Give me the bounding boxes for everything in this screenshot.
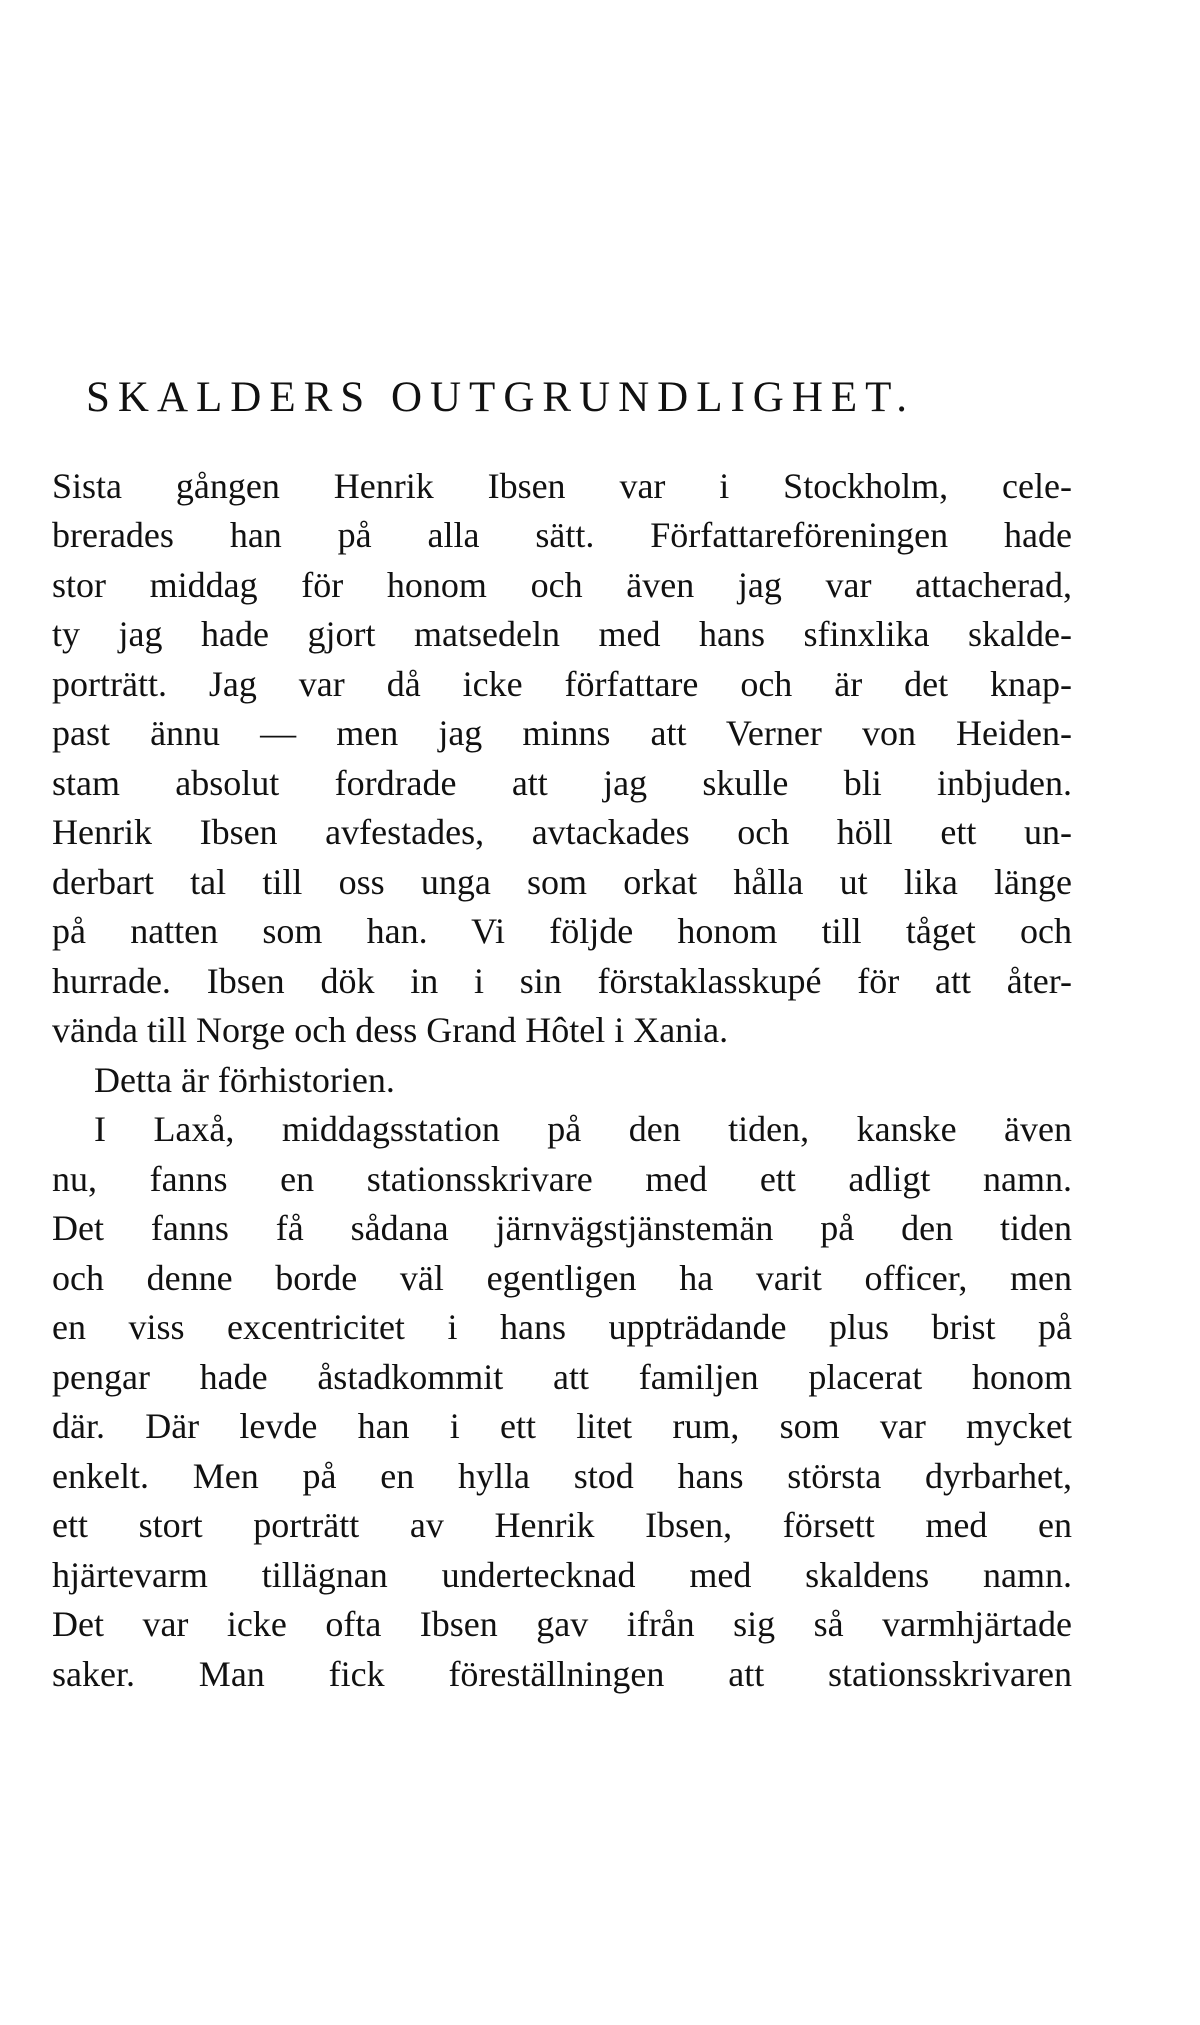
- text-line: porträtt. Jag var då icke författare och är det knap-: [52, 664, 1072, 704]
- text-line: brerades han på alla sätt. Författareföreningen hade: [52, 515, 1072, 555]
- text-line: och denne borde väl egentligen ha varit officer, men: [52, 1258, 1072, 1298]
- text-line: Det fanns få sådana järnvägstjänstemän på den tiden: [52, 1208, 1072, 1248]
- text-line: på natten som han. Vi följde honom till tåget och: [52, 911, 1072, 951]
- text-line: past ännu — men jag minns att Verner von Heiden-: [52, 713, 1072, 753]
- text-line: en viss excentricitet i hans uppträdande plus brist på: [52, 1307, 1072, 1347]
- text-line: stor middag för honom och även jag var attacherad,: [52, 565, 1072, 605]
- text-line: derbart tal till oss unga som orkat hålla ut lika länge: [52, 862, 1072, 902]
- text-line: Detta är förhistorien.: [94, 1060, 395, 1100]
- text-line: stam absolut fordrade att jag skulle bli inbjuden.: [52, 763, 1072, 803]
- text-line: där. Där levde han i ett litet rum, som var mycket: [52, 1406, 1072, 1446]
- text-line: enkelt. Men på en hylla stod hans största dyrbarhet,: [52, 1456, 1072, 1496]
- text-line: I Laxå, middagsstation på den tiden, kanske även: [94, 1109, 1072, 1149]
- chapter-heading: SKALDERS OUTGRUNDLIGHET.: [86, 374, 916, 421]
- text-line: Henrik Ibsen avfestades, avtackades och höll ett un-: [52, 812, 1072, 852]
- text-line: ett stort porträtt av Henrik Ibsen, försett med en: [52, 1505, 1072, 1545]
- text-line: nu, fanns en stationsskrivare med ett adligt namn.: [52, 1159, 1072, 1199]
- text-line: vända till Norge och dess Grand Hôtel i Xania.: [52, 1010, 729, 1050]
- text-line: Sista gången Henrik Ibsen var i Stockholm, cele-: [52, 466, 1072, 506]
- text-line: ty jag hade gjort matsedeln med hans sfinxlika skalde-: [52, 614, 1072, 654]
- text-line: saker. Man fick föreställningen att stationsskrivaren: [52, 1654, 1072, 1694]
- text-line: pengar hade åstadkommit att familjen placerat honom: [52, 1357, 1072, 1397]
- text-line: hurrade. Ibsen dök in i sin förstaklasskupé för att åter-: [52, 961, 1072, 1001]
- text-line: Det var icke ofta Ibsen gav ifrån sig så varmhjärtade: [52, 1604, 1072, 1644]
- text-line: hjärtevarm tillägnan undertecknad med skaldens namn.: [52, 1555, 1072, 1595]
